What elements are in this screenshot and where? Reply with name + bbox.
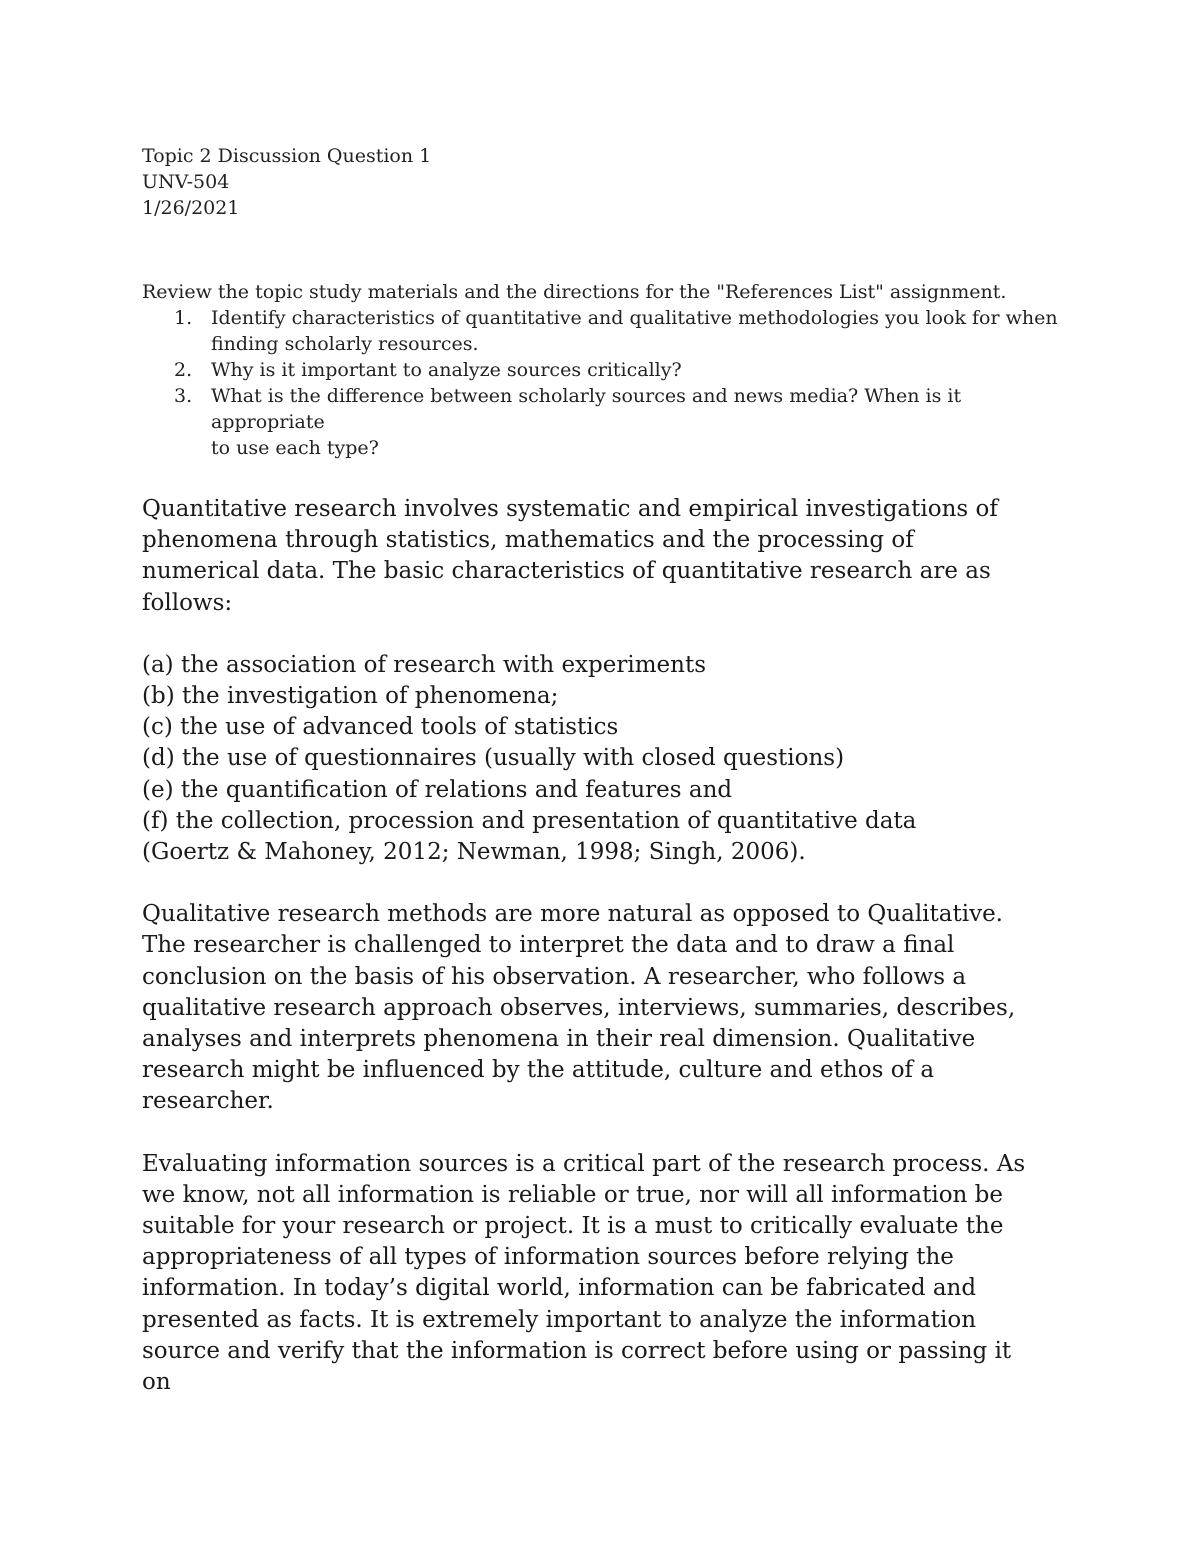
text-line: The researcher is challenged to interpret the data and to draw a final (142, 932, 955, 959)
text-line: on (142, 1369, 171, 1396)
question-line: finding scholarly resources. (211, 333, 479, 355)
text-line: analyses and interprets phenomena in their real dimension. Qualitative (142, 1026, 976, 1053)
prompt-intro: Review the topic study materials and the directions for the "References List" assignment. (142, 281, 1007, 303)
characteristic-item: (a) the association of research with experiments (142, 651, 706, 678)
characteristic-item: (e) the quantification of relations and features and (142, 776, 733, 803)
course-code: UNV-504 (142, 171, 230, 193)
characteristic-item: (c) the use of advanced tools of statistics (142, 714, 619, 741)
question-line: Identify characteristics of quantitative and qualitative methodologies you look for when (211, 307, 1058, 329)
characteristic-item: (f) the collection, procession and presentation of quantitative data (142, 807, 917, 834)
paragraph-qualitative (142, 899, 1072, 1117)
text-line: source and verify that the information is correct before using or passing it (142, 1337, 1012, 1364)
text-line: Quantitative research involves systematic and empirical investigations of (142, 496, 998, 522)
question-number: 1. (174, 307, 193, 329)
question-number: 2. (174, 359, 193, 381)
text-line: research might be influenced by the attitude, culture and ethos of a (142, 1057, 935, 1084)
text-line: qualitative research approach observes, interviews, summaries, describes, (142, 994, 1016, 1021)
citation-line: (Goertz & Mahoney, 2012; Newman, 1998; Singh, 2006). (142, 839, 806, 866)
paragraph-quantitative (142, 494, 1072, 619)
text-line: follows: (142, 589, 233, 616)
assignment-prompt (142, 279, 1072, 461)
paragraph-evaluating-sources (142, 1149, 1072, 1399)
text-line: Evaluating information sources is a critical part of the research process. As (142, 1150, 1026, 1177)
question-line: Why is it important to analyze sources critically? (211, 359, 682, 381)
text-line: suitable for your research or project. It is a must to critically evaluate the (142, 1213, 1004, 1240)
question-item (142, 357, 1072, 383)
question-item (142, 305, 1072, 357)
question-number: 3. (174, 385, 193, 407)
text-line: we know, not all information is reliable or true, nor will all information be (142, 1181, 1004, 1208)
document-title: Topic 2 Discussion Question 1 (142, 145, 432, 167)
document-header (142, 143, 431, 221)
question-list (142, 305, 1072, 461)
question-line: What is the difference between scholarly sources and news media? When is it appropriate (211, 385, 962, 433)
characteristic-item: (b) the investigation of phenomena; (142, 683, 559, 710)
response-body (142, 494, 1072, 1429)
text-line: information. In today’s digital world, information can be fabricated and (142, 1275, 977, 1302)
question-line: to use each type? (211, 437, 379, 459)
text-line: numerical data. The basic characteristics of quantitative research are as (142, 558, 991, 585)
text-line: presented as facts. It is extremely important to analyze the information (142, 1306, 977, 1333)
text-line: researcher. (142, 1088, 274, 1115)
text-line: Qualitative research methods are more natural as opposed to Qualitative. (142, 901, 1003, 928)
text-line: conclusion on the basis of his observation. A researcher, who follows a (142, 963, 967, 990)
characteristic-item: (d) the use of questionnaires (usually with closed questions) (142, 745, 845, 772)
text-line: appropriateness of all types of information sources before relying the (142, 1244, 954, 1271)
document-date: 1/26/2021 (142, 197, 240, 219)
text-line: phenomena through statistics, mathematics and the processing of (142, 527, 914, 554)
characteristics-list (142, 650, 1072, 868)
question-item (142, 383, 1072, 461)
